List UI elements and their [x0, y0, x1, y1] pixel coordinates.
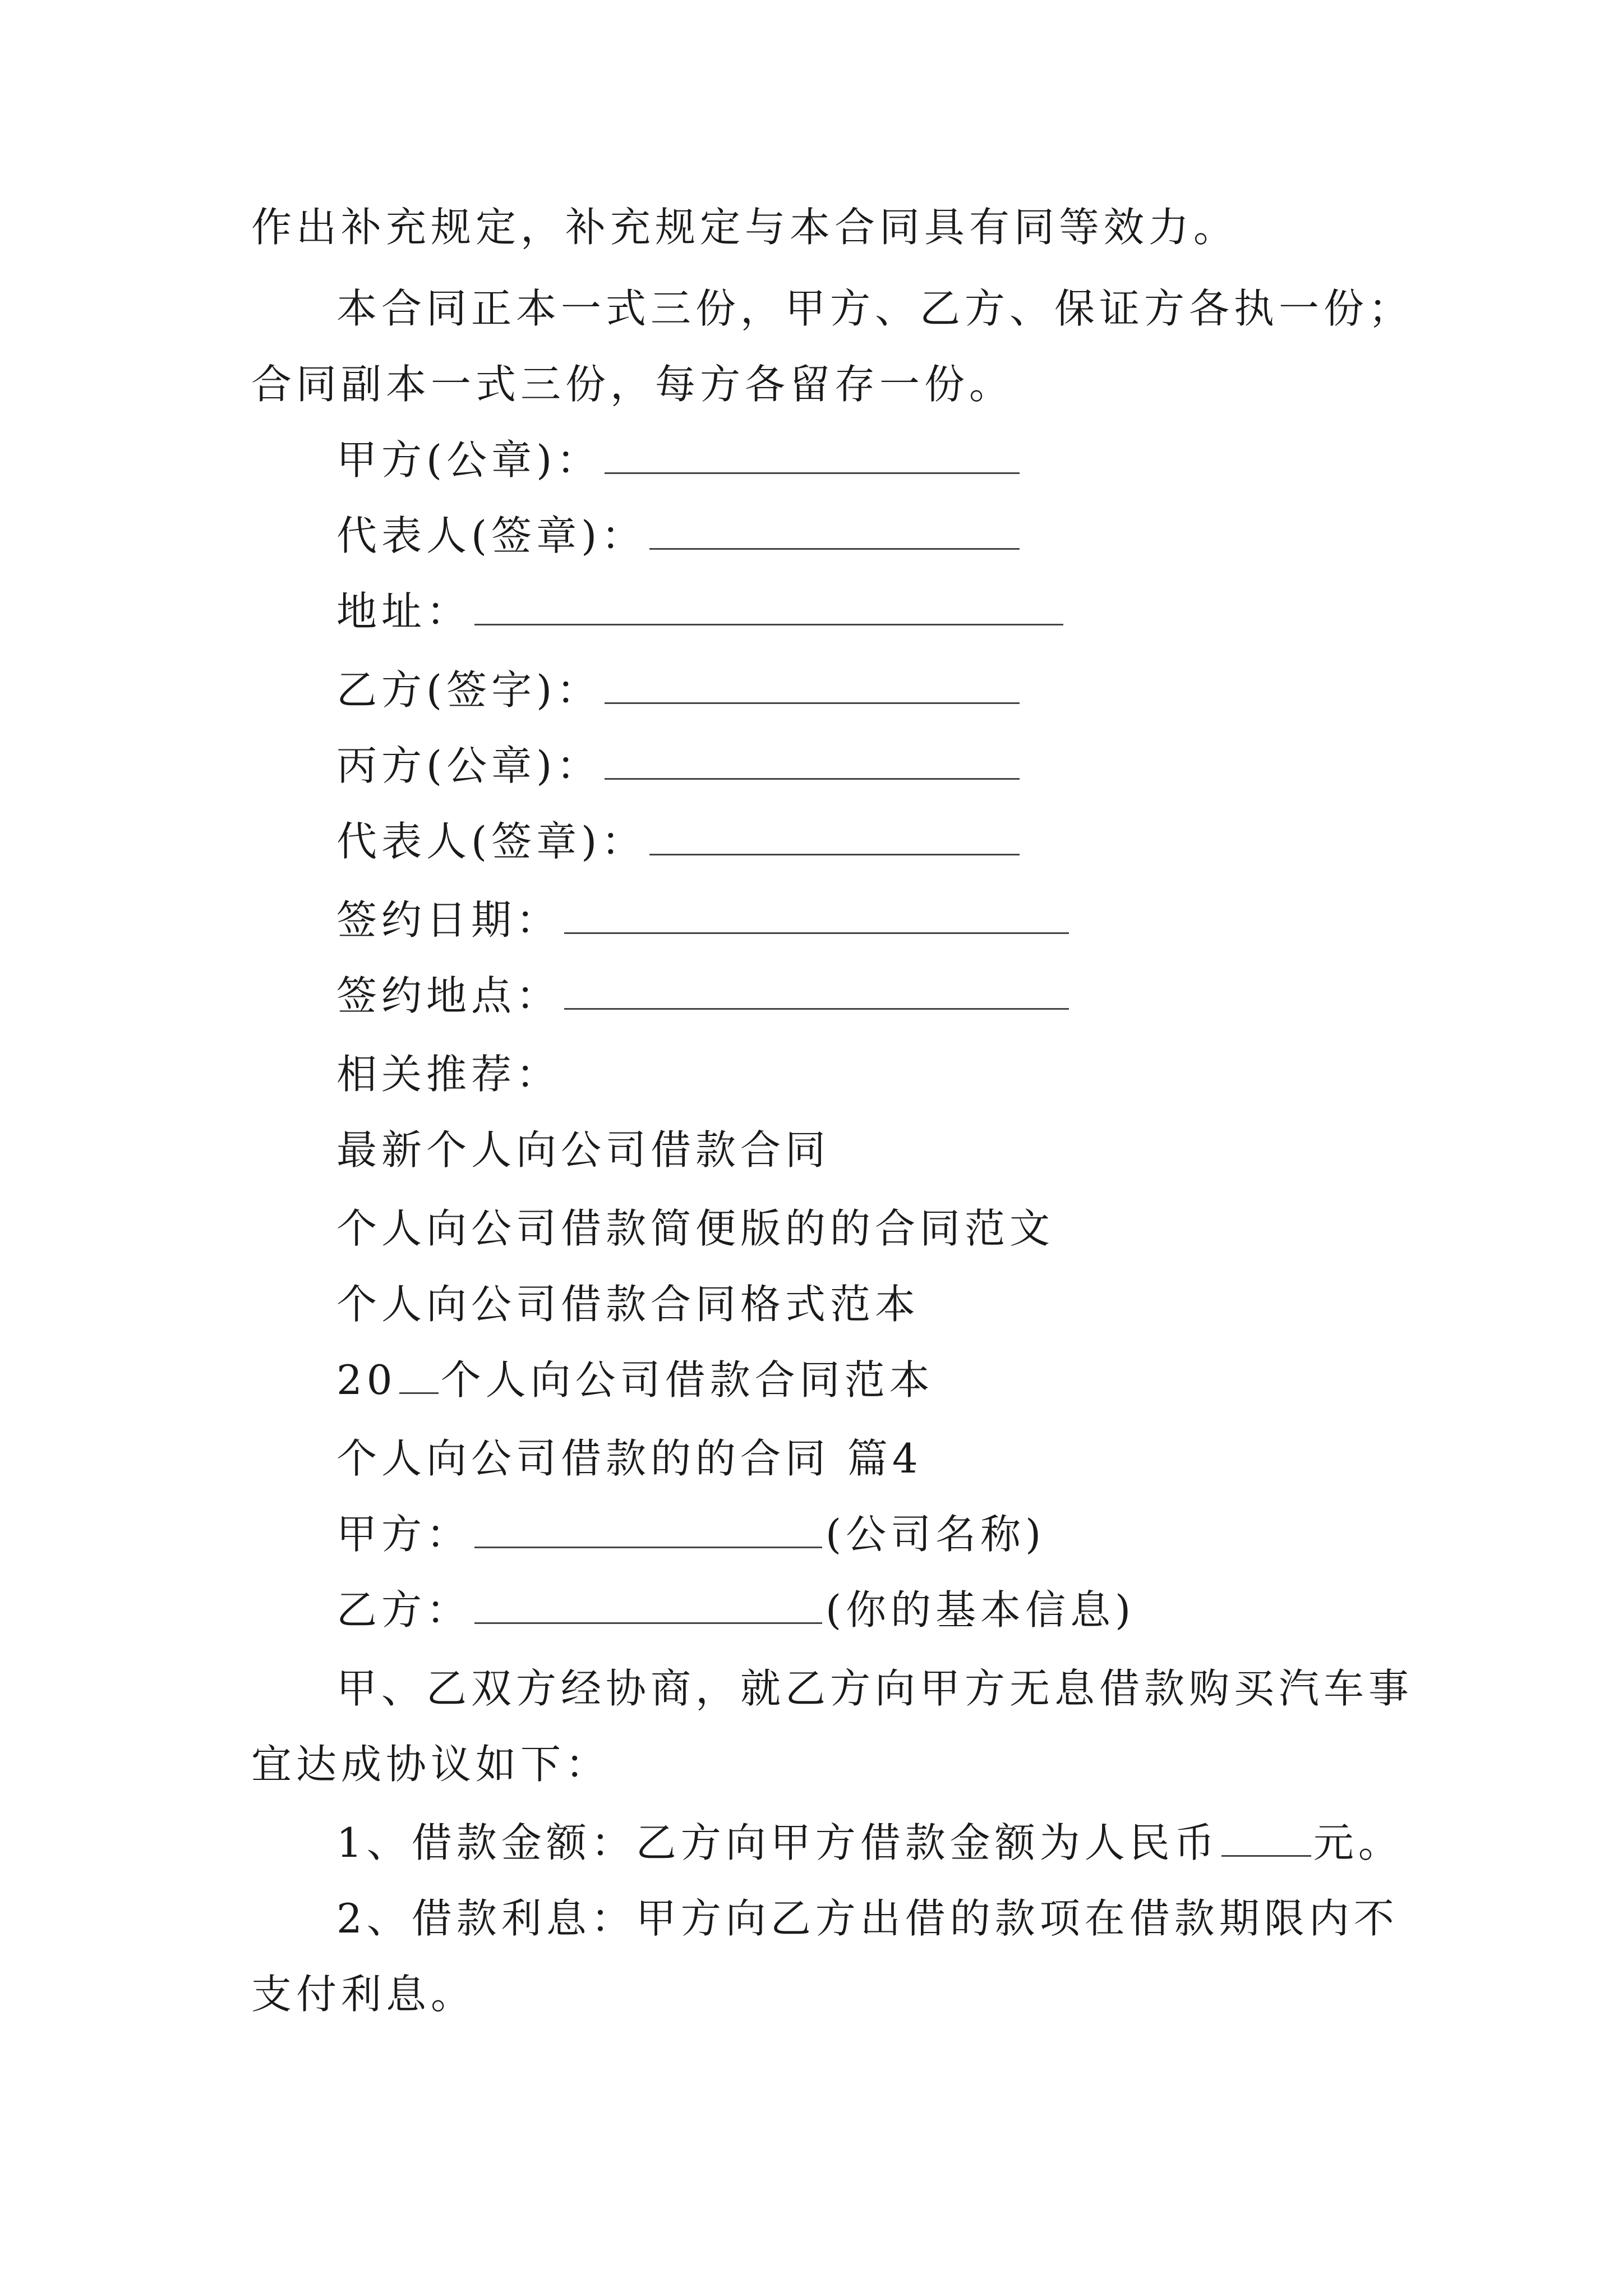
party-b-blank: [474, 1585, 822, 1624]
party-a-line: [336, 1506, 1045, 1562]
party-a-seal-blank: [605, 435, 1020, 474]
clause-2-line-2: 支付利息。: [251, 1971, 476, 2018]
loan-amount-blank: [1221, 1818, 1311, 1857]
rep-c-blank: [649, 817, 1020, 855]
sign-place-blank: [564, 971, 1069, 1010]
party-b-note: (你的基本信息): [826, 1586, 1136, 1634]
body-line-2: 本合同正本一式三份，甲方、乙方、保证方各执一份；: [336, 285, 1414, 332]
related-link-4-blank: [399, 1355, 439, 1394]
body-line-1: 作出补充规定，补充规定与本合同具有同等效力。: [251, 204, 1239, 251]
sign-place-field: [336, 968, 1072, 1024]
party-b-sign-field: [336, 662, 1023, 718]
related-link-2[interactable]: 个人向公司借款简便版的的合同范文: [336, 1205, 1055, 1252]
related-link-4-prefix: 20: [336, 1356, 397, 1404]
party-c-seal-blank: [605, 741, 1020, 780]
body-line-3: 合同副本一式三份，每方各留存一份。: [251, 361, 1015, 408]
sign-date-label: 签约日期：: [336, 896, 561, 944]
agreement-intro-line-2: 宜达成协议如下：: [251, 1741, 611, 1788]
party-b-label: 乙方：: [336, 1586, 472, 1634]
party-a-label: 甲方：: [336, 1511, 472, 1558]
party-b-sign-label: 乙方(签字)：: [336, 666, 602, 714]
rep-a-field: [336, 508, 1023, 564]
sign-date-field: [336, 892, 1072, 948]
rep-a-blank: [649, 511, 1020, 550]
related-heading: 相关推荐：: [336, 1051, 561, 1098]
sign-place-label: 签约地点：: [336, 972, 561, 1019]
address-blank: [474, 587, 1063, 625]
address-label: 地址：: [336, 588, 472, 635]
rep-c-field: [336, 813, 1023, 869]
clause-1-suffix: 元。: [1313, 1819, 1403, 1866]
related-link-4-text: 个人向公司借款合同范本: [440, 1356, 934, 1404]
related-link-4[interactable]: [336, 1352, 934, 1408]
party-a-seal-field: [336, 432, 1023, 488]
address-field: [336, 583, 1067, 639]
section-4-title: 个人向公司借款的的合同 篇4: [336, 1435, 923, 1482]
clause-2-line-1: 2、借款利息：甲方向乙方出借的款项在借款期限内不: [336, 1895, 1399, 1942]
rep-c-label: 代表人(签章)：: [336, 818, 647, 865]
party-b-line: [336, 1582, 1135, 1638]
sign-date-blank: [564, 895, 1069, 934]
agreement-intro-line-1: 甲、乙双方经协商，就乙方向甲方无息借款购买汽车事: [336, 1665, 1414, 1712]
clause-1: [336, 1815, 1403, 1871]
rep-a-label: 代表人(签章)：: [336, 512, 647, 559]
party-a-blank: [474, 1510, 822, 1548]
party-c-seal-field: [336, 738, 1023, 794]
related-link-3[interactable]: 个人向公司借款合同格式范本: [336, 1281, 920, 1328]
party-c-seal-label: 丙方(公章)：: [336, 742, 602, 789]
party-b-sign-blank: [605, 665, 1020, 704]
clause-1-text: 1、借款金额：乙方向甲方借款金额为人民币: [336, 1819, 1219, 1866]
party-a-note: (公司名称): [826, 1511, 1046, 1558]
party-a-seal-label: 甲方(公章)：: [336, 436, 602, 484]
related-link-1[interactable]: 最新个人向公司借款合同: [336, 1126, 831, 1174]
